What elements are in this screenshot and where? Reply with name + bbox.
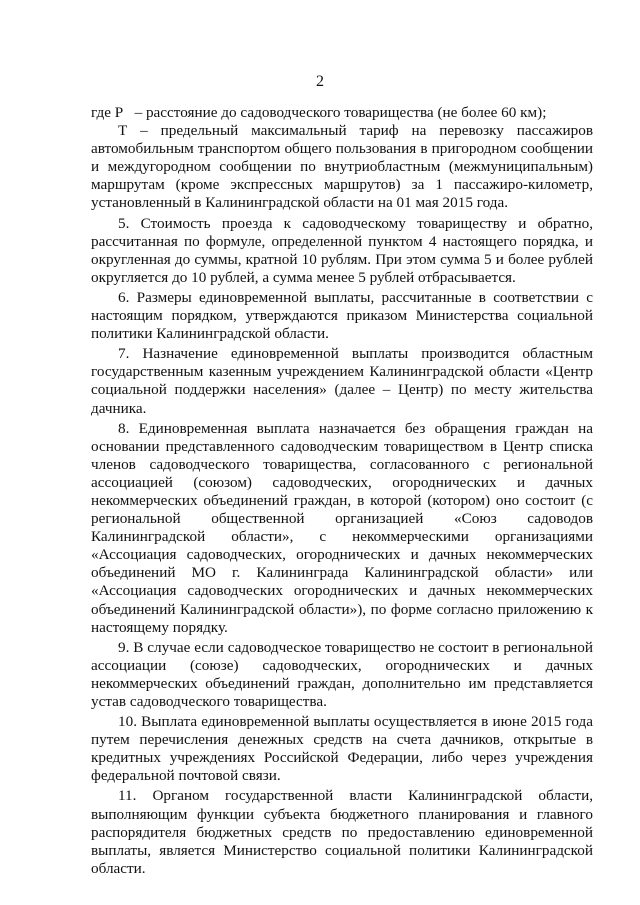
document-body (91, 104, 593, 878)
paragraph-definition-t: Т – предельный максимальный тариф на перевозку пассажиров автомобильным транспортом общего пользования в пригородном сообщении и междугородном сообщении по внутриобластным (межмуниципальным) маршрутам (кроме экспрессных маршрутов) за 1 пассажиро-километр, установленный в Калининградской области на 01 мая 2015 года. (91, 122, 593, 212)
paragraph-definition-r: где Р – расстояние до садоводческого товарищества (не более 60 км); (91, 104, 547, 121)
paragraph-10: 10. Выплата единовременной выплаты осуществляется в июне 2015 года путем перечисления денежных средств на счета дачников, открытые в кредитных учреждениях Российской Федерации, либо через учреждения федеральной почтовой связи. (91, 713, 593, 785)
paragraph-6: 6. Размеры единовременной выплаты, рассчитанные в соответствии с настоящим порядком, утверждаются приказом Министерства социальной политики Калининградской области. (91, 288, 593, 343)
paragraph-9: 9. В случае если садоводческое товарищество не состоит в региональной ассоциации (союзе) садоводческих, огороднических и дачных некоммерческих объединений граждан, дополнительно им представляется устав садоводческого товарищества. (91, 638, 593, 710)
paragraph-11: 11. Органом государственной власти Калининградской области, выполняющим функции субъекта бюджетного планирования и главного распорядителя бюджетных средств по предоставлению единовременной выплаты, является Министерство социальной политики Калининградской области. (91, 787, 593, 877)
paragraph-5: 5. Стоимость проезда к садоводческому товариществу и обратно, рассчитанная по формуле, определенной пунктом 4 настоящего порядка, и округленная до суммы, кратной 10 рублям. При этом сумма 5 и более рублей округляется до 10 рублей, а сумма менее 5 рублей отбрасывается. (91, 214, 593, 286)
page-number: 2 (316, 73, 324, 90)
paragraph-7: 7. Назначение единовременной выплаты производится областным государственным казенным учреждением Калининградской области «Центр социальной поддержки населения» (далее – Центр) по месту жительства дачника. (91, 345, 593, 417)
paragraph-8: 8. Единовременная выплата назначается без обращения граждан на основании представленного садоводческим товариществом в Центр списка членов садоводческого товарищества, согласованного с региональной ассоциацией (союзом) садоводческих, огороднических и дачных некоммерческих объединений граждан, в которой (котором) оно состоит (с региональной общественной организацией «Союз садоводов Калининградской области», с некоммерческими организациями «Ассоциация садоводческих, огороднических и дачных некоммерческих объединений МО г. Калининграда Калининградской области» или «Ассоциация садоводческих огороднических и дачных некоммерческих объединений Калининградской области»), по форме согласно приложению к настоящему порядку. (91, 419, 593, 636)
